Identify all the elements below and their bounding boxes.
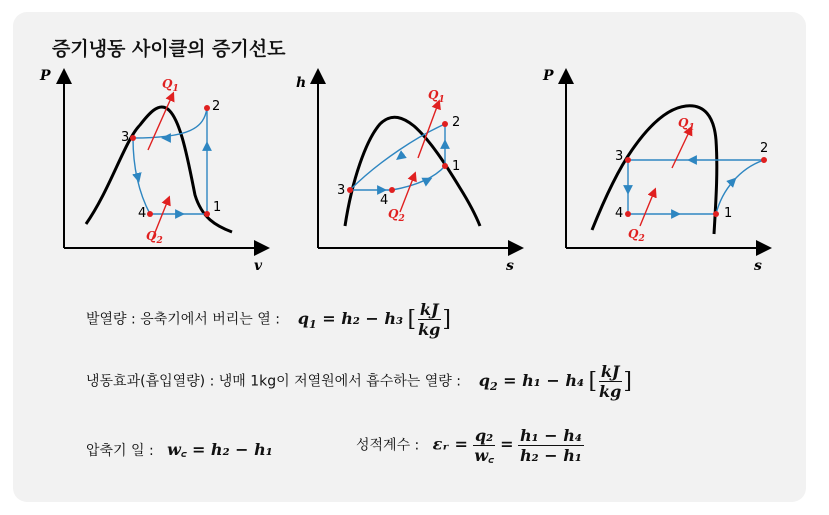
pv-point-3 [130, 135, 136, 141]
ps-point-1 [713, 211, 719, 217]
refrigeration-unit: $\frac{kJ}{kg}$ [599, 362, 622, 401]
pv-diagram [39, 68, 263, 274]
pv-point-4 [147, 211, 153, 217]
ps-x-label: s [754, 258, 762, 274]
ps-y-label: P [543, 68, 554, 84]
hs-point-3 [347, 187, 353, 193]
ps-q2-arrow [640, 192, 654, 226]
hs-point-1-label: 1 [452, 159, 461, 174]
heat-release-row: 발열량 : 응축기에서 버리는 열 : $q_1 = h_2 - h_3$ [ $\frac{kJ}{kg}$ ] [86, 300, 451, 339]
cop-label: 성적계수 : [356, 437, 420, 454]
refrigeration-row: 냉동효과(흡입열량) : 냉매 1kg이 저열원에서 흡수하는 열량 : $q_2 = h_1 - h_4$ [ $\frac{kJ}{kg}$ ] [86, 362, 632, 401]
pv-y-label: P [40, 68, 51, 84]
page-title: 증기냉동 사이클의 증기선도 [52, 38, 286, 60]
heat-release-formula: $q_1 = h_2 - h_3$ [297, 308, 404, 331]
pv-point-1 [204, 211, 210, 217]
hs-q1-label: $Q_1$ [428, 88, 445, 105]
ps-diagram [542, 68, 768, 274]
ps-point-1-label: 1 [724, 206, 733, 221]
compressor-formula: w꜀ = h₂ − h₁ [167, 440, 273, 459]
cop-lhs: εᵣ = [432, 434, 468, 454]
hs-point-2 [442, 121, 448, 127]
pv-q2-label: $Q_2$ [146, 229, 163, 246]
pv-cycle-3-4 [133, 138, 150, 214]
ps-point-4-label: 4 [615, 206, 624, 221]
ps-saturation-dome [592, 106, 717, 234]
hs-x-label: s [506, 258, 514, 274]
cop-fraction-1: $\frac{\text{q₂}}{w꜀}$ [474, 426, 494, 465]
ps-q1-arrow [672, 130, 690, 168]
hs-point-3-label: 3 [337, 183, 346, 198]
hs-point-1 [442, 163, 448, 169]
cop-fraction-2: $\frac{\text{h₁ − h₄}}{\text{h₂ − h₁}}$ [520, 426, 582, 465]
hs-y-label: h [296, 75, 307, 91]
refrigeration-formula: $q_2 = h_1 - h_4$ [478, 370, 584, 393]
hs-point-4 [389, 187, 395, 193]
ps-point-2 [761, 157, 767, 163]
hs-q2-arrow [400, 176, 414, 212]
pv-point-4-label: 4 [138, 206, 147, 221]
hs-cycle-2-3 [350, 124, 445, 190]
ps-point-4 [625, 211, 631, 217]
ps-point-3 [625, 157, 631, 163]
ps-point-3-label: 3 [615, 149, 624, 164]
ps-q2-label: $Q_2$ [628, 227, 645, 244]
heat-release-unit: $\frac{kJ}{kg}$ [418, 300, 441, 339]
compressor-row [86, 438, 273, 460]
hs-diagram [296, 75, 516, 274]
compressor-label: 압축기 일 : [86, 443, 154, 459]
pv-point-2 [204, 105, 210, 111]
refrigeration-label: 냉동효과(흡입열량) : 냉매 1kg이 저열원에서 흡수하는 열량 : [86, 373, 461, 390]
hs-q2-label: $Q_2$ [388, 207, 405, 224]
pv-point-2-label: 2 [212, 99, 221, 114]
ps-point-2-label: 2 [760, 141, 769, 156]
ps-q1-label: $Q_1$ [678, 116, 695, 133]
heat-release-label: 발열량 : 응축기에서 버리는 열 : [86, 311, 280, 328]
hs-point-4-label: 4 [380, 193, 389, 208]
cop-row: 성적계수 : εᵣ = $\frac{\text{q₂}}{w꜀}$ = $\frac{\text{h₁ − h₄}}{\text{h₂ − h₁}}$ [356, 426, 582, 465]
pv-q1-arrow [148, 96, 172, 150]
pv-point-3-label: 3 [121, 130, 130, 145]
pv-q1-label: $Q_1$ [162, 77, 179, 94]
hs-cycle-4-1 [392, 166, 445, 190]
pv-point-1-label: 1 [213, 200, 222, 215]
pv-x-label: v [254, 258, 263, 274]
hs-point-2-label: 2 [452, 115, 461, 130]
